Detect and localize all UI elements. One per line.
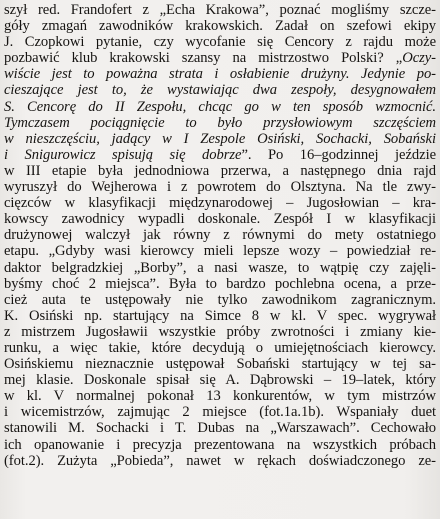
text-run: Osińskiemu nieznacznie ustępował Sobański startujący w tej sa-	[4, 356, 436, 373]
text-line	[4, 18, 436, 34]
text-run: runku, a więc takie, które decydują o umiejętnościach kierowcy.	[4, 339, 436, 356]
text-line	[4, 324, 436, 340]
text-run: K. Osiński np. startujący na Simce 8 w kl. V spec. wygrywał	[4, 307, 436, 324]
text-line	[4, 50, 436, 66]
text-line	[4, 163, 436, 179]
text-run: daktor belgradzkiej „Borby”, a nasi wasze, to wątpię czy zajęli-	[4, 259, 436, 276]
text-run: szył red. Frandofert z „Echa Krakowa”, poznać mogliśmy szcze-	[4, 2, 436, 18]
text-run: kowscy zawodnicy wypadli doskonale. Zespół I w klasyfikacji	[4, 211, 436, 228]
text-line	[4, 372, 436, 388]
text-run: ich opanowanie i precyzja prezentowana na wszystkich próbach	[4, 436, 436, 453]
text-line	[4, 243, 436, 259]
text-line	[4, 388, 436, 404]
text-run: góły zmagań zawodników krakowskich. Zadał on szefowi ekipy	[4, 18, 436, 35]
quote-italic: Oczy-	[402, 50, 436, 67]
text-line	[4, 404, 436, 420]
text-line	[4, 356, 436, 372]
text-line	[4, 453, 436, 469]
text-run: z mistrzem Jugosławii wszystkie próby zwrotności i zmiany kie-	[4, 323, 436, 340]
text-run: w III etapie była jednodniowa przerwa, a następnego dnia rajd	[4, 162, 436, 179]
text-run: pozbawić klub krakowski szansy na mistrzostwo Polski? „	[4, 50, 403, 67]
text-line	[4, 66, 436, 82]
text-run: ”. Po 16–godzinnej jeździe	[241, 146, 436, 163]
text-line	[4, 292, 436, 308]
text-line	[4, 260, 436, 276]
text-line	[4, 179, 436, 195]
quote-italic: cieszające jest to, że wystawiając dwa zespoły, desygnowałem	[4, 82, 436, 99]
text-line	[4, 195, 436, 211]
text-run: i wicemistrzów, zajmując 2 miejsce (fot.1a.1b). Wspaniały duet	[4, 404, 436, 421]
text-run: cież auta te ustępowały nie tylko zawodnikom zagranicznym.	[4, 291, 436, 308]
text-line	[4, 131, 436, 147]
text-line	[4, 82, 436, 98]
text-run: wyruszył do Wejherowa i z powrotem do Olsztyna. Na tle zwy-	[4, 179, 436, 196]
text-run: stanowili M. Sochacki i T. Dubas na „Warszawach”. Cechowało	[4, 420, 436, 437]
text-run: J. Czopkowi pytanie, czy wycofanie się Cencory z rajdu może	[4, 34, 436, 51]
text-line	[4, 211, 436, 227]
quote-italic: i Snigurowicz spisują się dobrze	[4, 146, 242, 163]
text-line	[4, 2, 436, 18]
text-line	[4, 276, 436, 292]
quote-italic: w nieszczęściu, jadący w I Zespole Osiński, Sochacki, Sobański	[4, 130, 436, 147]
text-run: cięzców w klasyfikacji międzynarodowej – Jugosłowian – kra-	[4, 195, 436, 212]
text-run: drużynowej walczył jak równy z równymi do mety ostatniego	[4, 227, 436, 244]
quote-italic: Tymczasem pociągnięcie to było przysłowiowym szczęściem	[4, 114, 436, 131]
text-run: mej klasie. Doskonale spisał się A. Dąbrowski – 19–latek, który	[4, 372, 436, 389]
text-line	[4, 308, 436, 324]
text-run: etapu. „Gdyby wasi kierowcy mieli lepsze wozy – powiedział re-	[4, 243, 436, 260]
text-line	[4, 99, 436, 115]
text-run: (fot.2). Zużyta „Pobieda”, nawet w rękach doświadczonego ze-	[4, 452, 436, 469]
text-run: byśmy choć 2 miejsca”. Była to bardzo pochlebna ocena, a prze-	[4, 275, 436, 292]
text-run: w kl. V normalnej pokonał 13 konkurentów, w tym mistrzów	[4, 388, 436, 405]
text-line	[4, 115, 436, 131]
article-text	[4, 2, 436, 469]
text-line	[4, 34, 436, 50]
text-line	[4, 147, 436, 163]
text-line	[4, 227, 436, 243]
text-line	[4, 340, 436, 356]
text-line	[4, 420, 436, 436]
text-line	[4, 437, 436, 453]
quote-italic: S. Cencorę do II Zespołu, chcąc go w ten sposób wzmocnić.	[4, 98, 436, 115]
quote-italic: wiście jest to poważna strata i osłabienie drużyny. Jedynie po-	[4, 66, 436, 83]
